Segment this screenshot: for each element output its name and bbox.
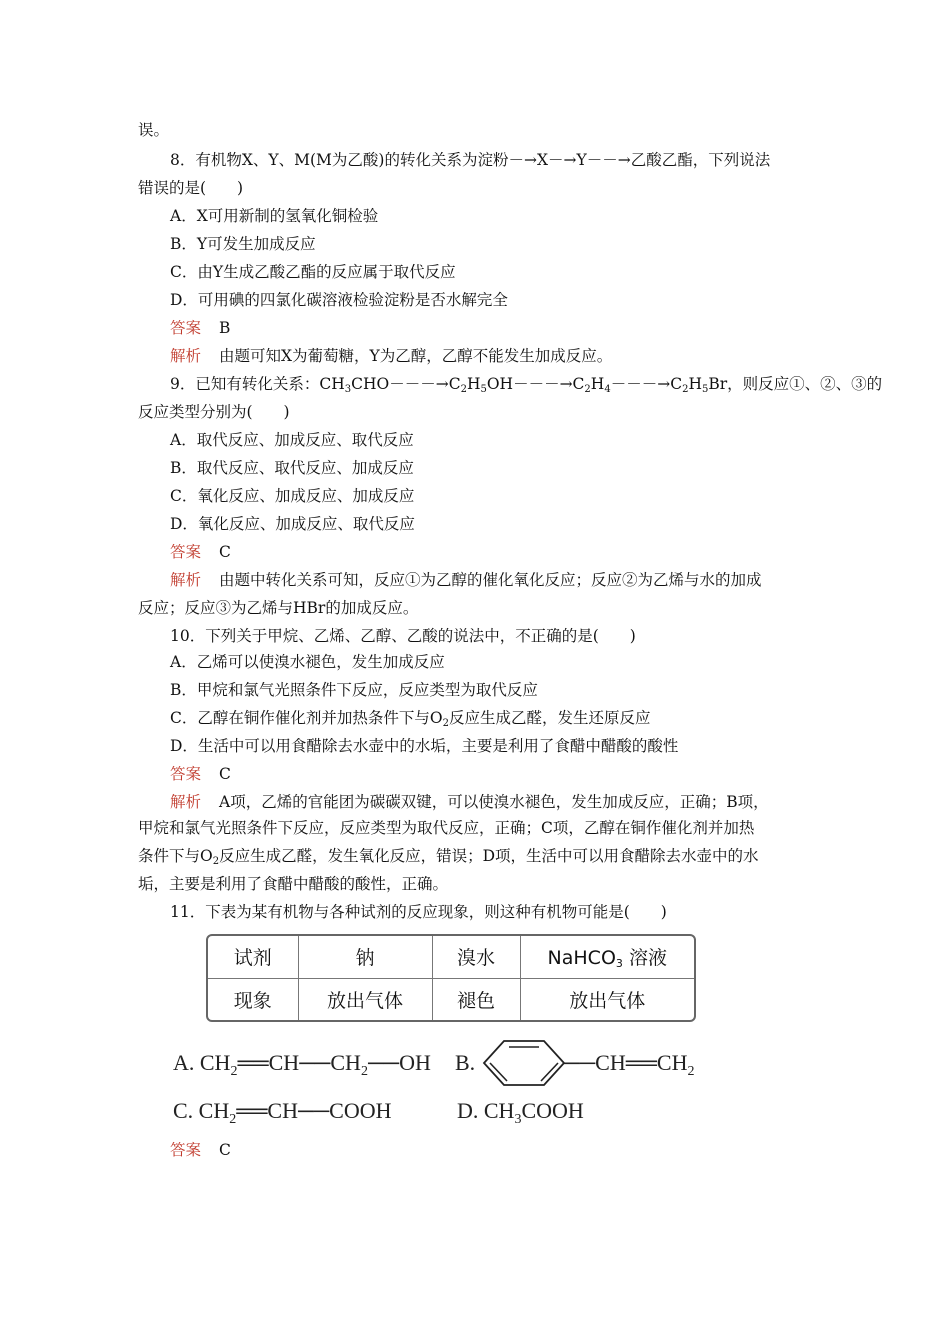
benzene-ring-icon	[480, 1037, 570, 1089]
table-row	[208, 978, 694, 1020]
question-8-option-c: C．由Y生成乙酸乙酯的反应属于取代反应	[170, 263, 456, 281]
question-10-answer	[170, 764, 231, 784]
question-10-option-b: B．甲烷和氯气光照条件下反应，反应类型为取代反应	[170, 681, 538, 699]
question-8-answer	[170, 318, 230, 338]
analysis-text: 由题中转化关系可知，反应①为乙醇的催化氧化反应；反应②为乙烯与水的加成	[219, 571, 762, 589]
table-cell: 溴水	[432, 936, 520, 978]
answer-value: C	[219, 1141, 231, 1159]
table-cell: 试剂	[208, 936, 298, 978]
answer-value: C	[219, 543, 231, 561]
question-10-stem: 10．下列关于甲烷、乙烯、乙醇、乙酸的说法中，不正确的是( )	[170, 627, 636, 645]
table-row	[208, 936, 694, 978]
answer-label: 答案	[170, 1141, 202, 1159]
question-11-option-c: C. $CH_2══CH──COOH$	[173, 1098, 392, 1127]
table-cell: 褪色	[432, 978, 520, 1020]
question-11-answer	[170, 1140, 231, 1160]
question-8-option-d: D．可用碘的四氯化碳溶液检验淀粉是否水解完全	[170, 291, 508, 309]
question-10-option-c: C．乙醇在铜作催化剂并加热条件下与$O_2$反应生成乙醛，发生还原反应	[170, 709, 651, 729]
analysis-label: 解析	[170, 571, 202, 589]
question-10-analysis-cont: 甲烷和氯气光照条件下反应，反应类型为取代反应，正确；C项，乙醇在铜作催化剂并加热	[138, 819, 755, 837]
question-9-option-b: B．取代反应、取代反应、加成反应	[170, 459, 414, 477]
question-9-analysis-cont: 反应；反应③为乙烯与HBr的加成反应。	[138, 599, 419, 617]
question-8-analysis	[170, 346, 612, 366]
question-9-option-d: D．氧化反应、加成反应、取代反应	[170, 515, 415, 533]
question-9-option-c: C．氧化反应、加成反应、加成反应	[170, 487, 415, 505]
question-11-option-b-chain: $──CH══CH_2$	[564, 1050, 695, 1079]
question-9-answer	[170, 542, 231, 562]
cell-text: 溶液	[628, 947, 667, 970]
table-cell: 钠	[298, 936, 432, 978]
question-10-analysis	[170, 792, 769, 812]
answer-label: 答案	[170, 765, 202, 783]
answer-label: 答案	[170, 319, 202, 337]
analysis-label: 解析	[170, 347, 202, 365]
question-10-analysis-cont: 垢，主要是利用了食醋中醋酸的酸性，正确。	[138, 875, 449, 893]
table-cell: 现象	[208, 978, 298, 1020]
analysis-label: 解析	[170, 793, 202, 811]
question-10-analysis-cont: 条件下与$O_2$反应生成乙醛，发生氧化反应，错误；D项，生活中可以用食醋除去水壶中的水	[138, 847, 759, 867]
question-11-option-d: D. $CH_3COOH$	[457, 1098, 584, 1127]
question-10-option-d: D．生活中可以用食醋除去水壶中的水垢，主要是利用了食醋中醋酸的酸性	[170, 737, 679, 755]
question-8-option-a: A．X可用新制的氢氧化铜检验	[170, 207, 379, 225]
question-9-option-a: A．取代反应、加成反应、取代反应	[170, 431, 414, 449]
answer-value: B	[219, 319, 231, 337]
table-cell: 放出气体	[298, 978, 432, 1020]
table-cell: 放出气体	[520, 978, 694, 1020]
question-9-analysis	[170, 570, 762, 590]
question-9-stem-cont: 反应类型分别为( )	[138, 403, 290, 421]
question-8-stem-cont: 错误的是( )	[138, 179, 244, 197]
question-11-option-a: A. $CH_2══CH──CH_2──OH$	[173, 1050, 431, 1079]
question-11-option-b: B.	[455, 1050, 476, 1075]
text-line: 误。	[138, 121, 170, 139]
analysis-text: 由题可知X为葡萄糖，Y为乙醇，乙醇不能发生加成反应。	[219, 347, 613, 365]
question-10-option-a: A．乙烯可以使溴水褪色，发生加成反应	[170, 653, 445, 671]
question-9-stem: 9．已知有转化关系：$CH_3CHO---\to C_2H_5OH---\to C_2H_4---\to C_2H_5Br$，则反应①、②、③的	[170, 375, 883, 395]
reagent-table	[206, 934, 696, 1022]
question-11-stem: 11．下表为某有机物与各种试剂的反应现象，则这种有机物可能是( )	[170, 903, 667, 921]
question-8-stem: 8．有机物X、Y、M(M为乙酸)的转化关系为淀粉－→X－→Y－－→乙酸乙酯，下列说法	[170, 151, 771, 169]
formula: NaHCO	[547, 947, 616, 970]
answer-value: C	[219, 765, 231, 783]
table-cell: NaHCO$_3$ 溶液	[520, 936, 694, 978]
answer-label: 答案	[170, 543, 202, 561]
question-8-option-b: B．Y可发生加成反应	[170, 235, 316, 253]
analysis-text: A项，乙烯的官能团为碳碳双键，可以使溴水褪色，发生加成反应，正确；B项，	[219, 793, 769, 811]
